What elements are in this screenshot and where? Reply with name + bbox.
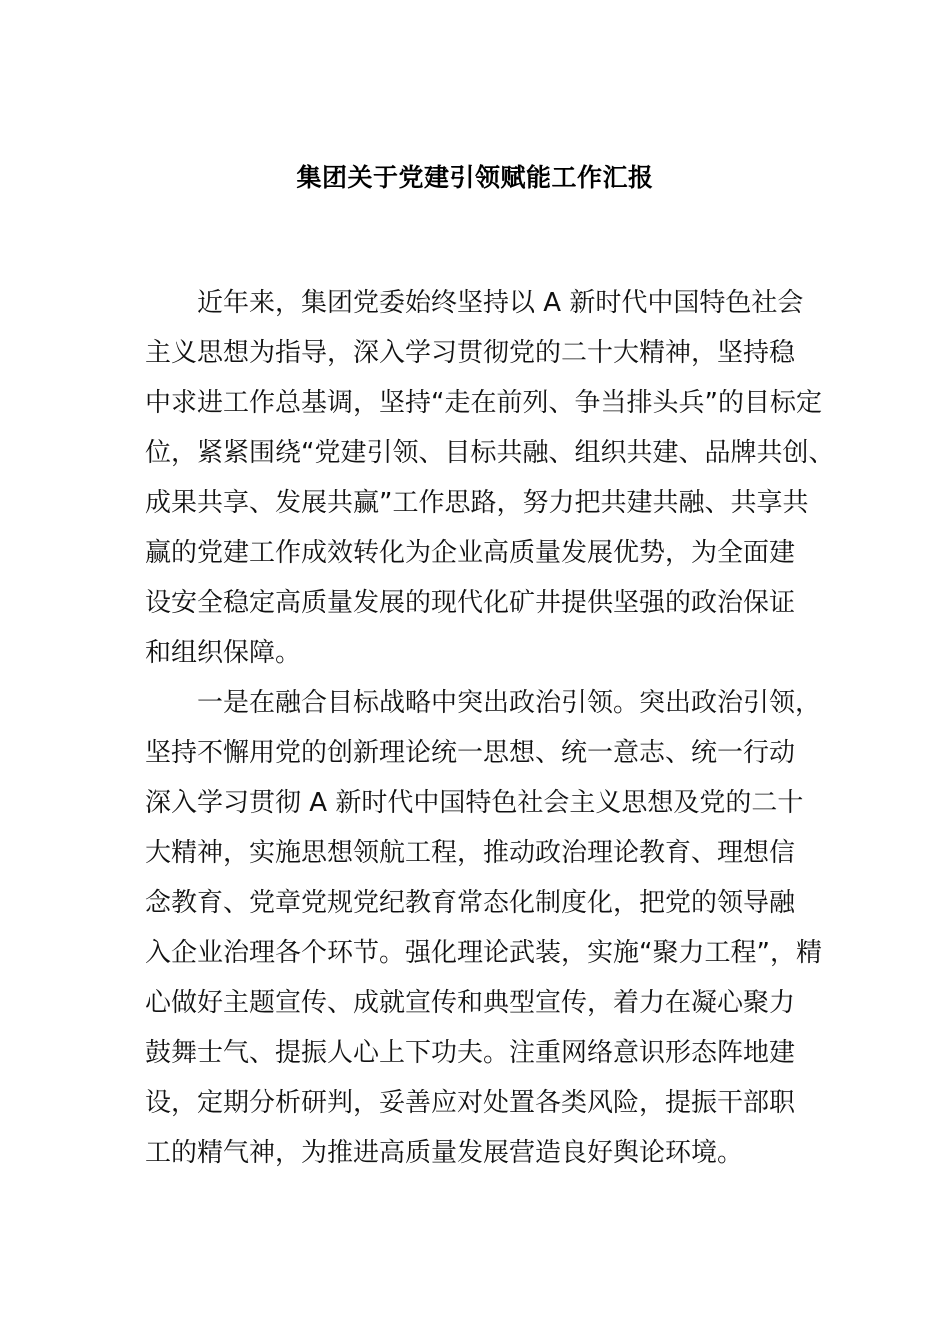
paragraph-line: 入企业治理各个环节。强化理论武装，实施“聚力工程”，精 bbox=[145, 938, 822, 968]
paragraph-line: 赢的党建工作成效转化为企业高质量发展优势，为全面建 bbox=[145, 538, 796, 568]
paragraph-line: 心做好主题宣传、成就宣传和典型宣传，着力在凝心聚力 bbox=[145, 988, 796, 1018]
paragraph-line: 念教育、党章党规党纪教育常态化制度化，把党的领导融 bbox=[145, 888, 796, 918]
paragraph-line: 近年来，集团党委始终坚持以 A 新时代中国特色社会 bbox=[197, 288, 804, 318]
paragraph-line: 设安全稳定高质量发展的现代化矿井提供坚强的政治保证 bbox=[145, 588, 796, 618]
paragraph-line: 大精神，实施思想领航工程，推动政治理论教育、理想信 bbox=[145, 838, 796, 868]
paragraph-line: 成果共享、发展共赢”工作思路，努力把共建共融、共享共 bbox=[145, 488, 809, 518]
paragraph-line: 位，紧紧围绕“党建引领、目标共融、组织共建、品牌共创、 bbox=[145, 438, 835, 468]
paragraph-line: 和组织保障。 bbox=[145, 638, 302, 668]
paragraph-line: 一是在融合目标战略中突出政治引领。突出政治引领， bbox=[197, 688, 822, 718]
paragraph-2 bbox=[145, 678, 825, 1178]
paragraph-line: 深入学习贯彻 A 新时代中国特色社会主义思想及党的二十 bbox=[145, 788, 804, 818]
document-body bbox=[145, 278, 835, 1178]
document-title: 集团关于党建引领赋能工作汇报 bbox=[296, 163, 654, 192]
paragraph-line: 中求进工作总基调，坚持“走在前列、争当排头兵”的目标定 bbox=[145, 388, 822, 418]
paragraph-line: 主义思想为指导，深入学习贯彻党的二十大精神，坚持稳 bbox=[145, 338, 796, 368]
paragraph-line: 坚持不懈用党的创新理论统一思想、统一意志、统一行动 bbox=[145, 738, 796, 768]
paragraph-line: 鼓舞士气、提振人心上下功夫。注重网络意识形态阵地建 bbox=[145, 1038, 796, 1068]
paragraph-1 bbox=[145, 278, 835, 678]
paragraph-line: 设，定期分析研判，妥善应对处置各类风险，提振干部职 bbox=[145, 1088, 796, 1118]
paragraph-line: 工的精气神，为推进高质量发展营造良好舆论环境。 bbox=[145, 1138, 744, 1168]
